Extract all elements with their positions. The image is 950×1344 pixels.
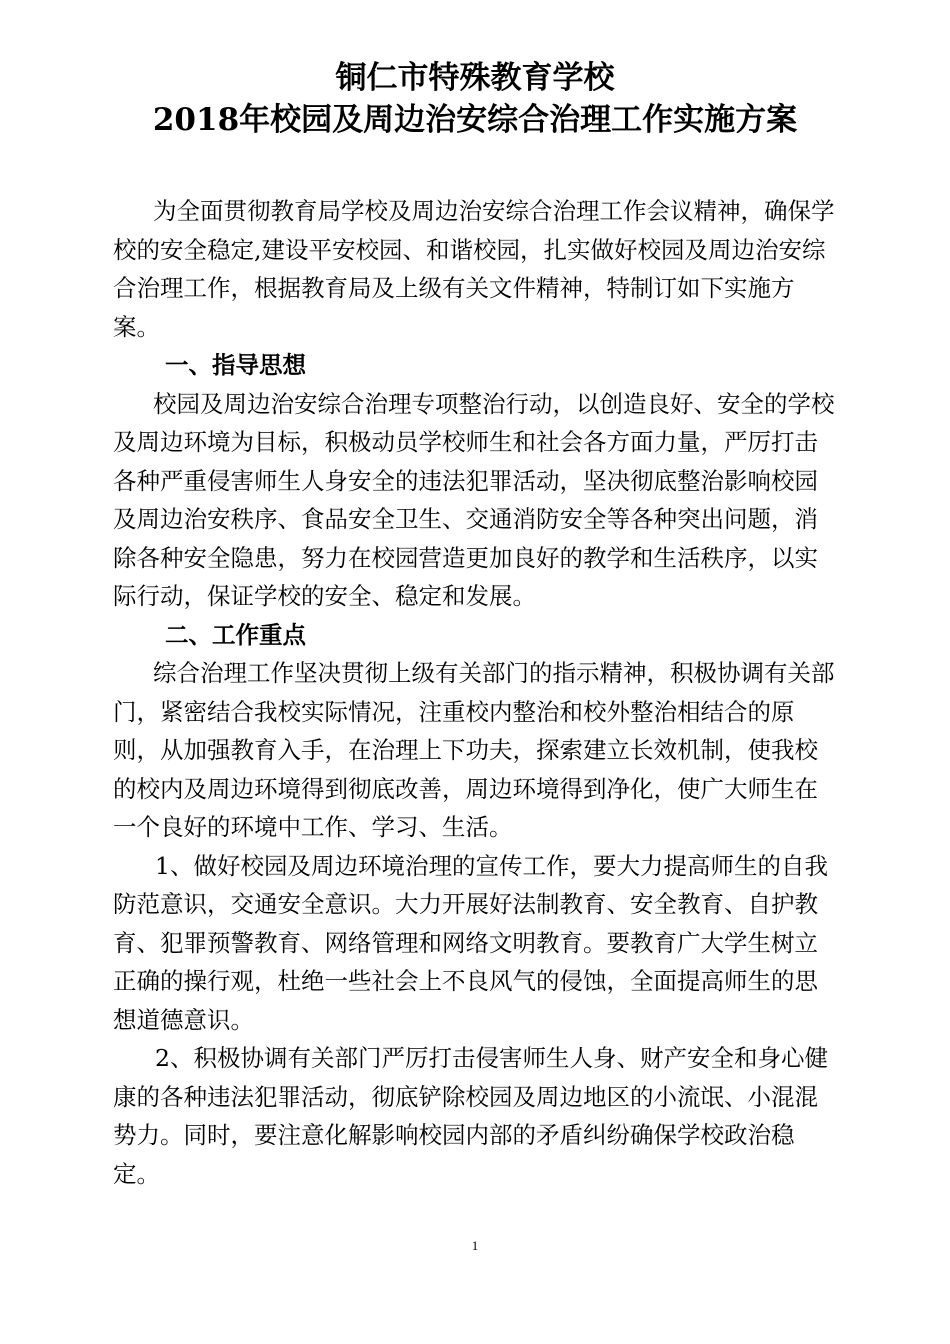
section1-heading: 一、指导思想 xyxy=(165,351,306,379)
intro-paragraph: 为全面贯彻教育局学校及周边治安综合治理工作会议精神，确保学校的安全稳定,建设平安校园、和谐校园，扎实做好校园及周边治安综合治理工作，根据教育局及上级有关文件精神，特制订如下实施方案。 xyxy=(113,197,835,341)
section2-item-1: 1、做好校园及周边环境治理的宣传工作，要大力提高师生的自我防范意识，交通安全意识。大力开展好法制教育、安全教育、自护教育、犯罪预警教育、网络管理和网络文明教育。要教育广大学生树立正确的操行观，杜绝一些社会上不良风气的侵蚀，全面提高师生的思想道德意识。 xyxy=(113,851,828,1034)
page-number: 1 xyxy=(471,1238,479,1253)
document-body xyxy=(113,192,838,1193)
section2-paragraph: 综合治理工作坚决贯彻上级有关部门的指示精神，积极协调有关部门，紧密结合我校实际情况，注重校内整治和校外整治相结合的原则，从加强教育入手，在治理上下功夫，探索建立长效机制，使我校的校内及周边环境得到彻底改善，周边环境得到净化，使广大师生在一个良好的环境中工作、学习、生活。 xyxy=(113,659,835,841)
document-title-line2: 2018年校园及周边治安综合治理工作实施方案 xyxy=(152,102,798,138)
section2-item-2: 2、积极协调有关部门严厉打击侵害师生人身、财产安全和身心健康的各种违法犯罪活动，彻底铲除校园及周边地区的小流氓、小混混势力。同时，要注意化解影响校园内部的矛盾纠纷确保学校政治稳定。 xyxy=(113,1044,828,1188)
section2-heading: 二、工作重点 xyxy=(165,620,306,649)
section1-paragraph: 校园及周边治安综合治理专项整治行动，以创造良好、安全的学校及周边环境为目标，积极动员学校师生和社会各方面力量，严厉打击各种严重侵害师生人身安全的违法犯罪活动，坚决彻底整治影响校园及周边治安秩序、食品安全卫生、交通消防安全等各种突出问题，消除各种安全隐患，努力在校园营造更加良好的教学和生活秩序，以实际行动，保证学校的安全、稳定和发展。 xyxy=(113,389,835,610)
document-title-line1: 铜仁市特殊教育学校 xyxy=(335,60,615,96)
